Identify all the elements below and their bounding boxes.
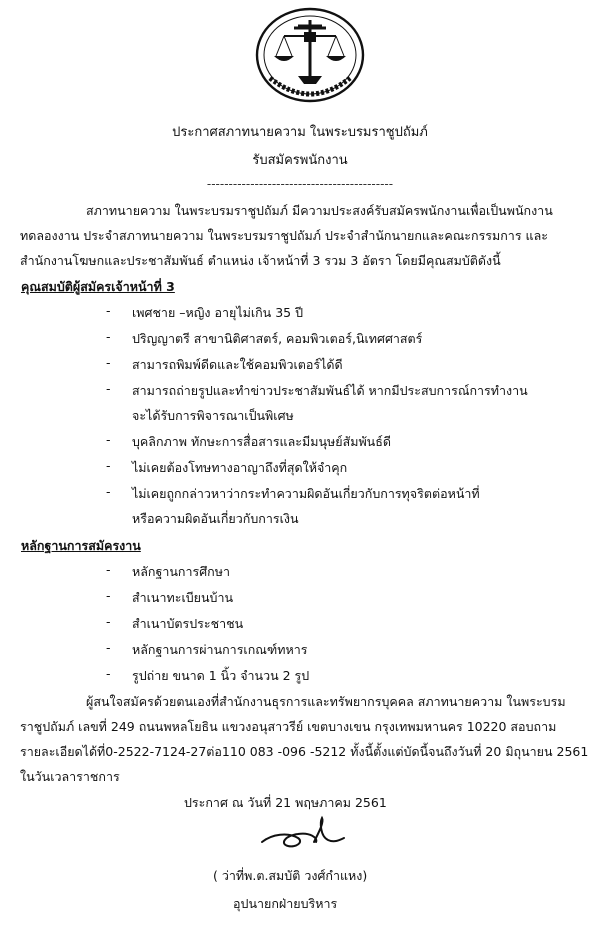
dash-marker: -: [106, 329, 111, 344]
intro-line-3: สำนักงานโฆษกและประชาสัมพันธ์ ตำแหน่ง เจ้าหน้าที่ 3 รวม 3 อัตรา โดยมีคุณสมบัติดังนี้: [20, 253, 501, 268]
announcement-date: ประกาศ ณ วันที่ 21 พฤษภาคม 2561: [184, 795, 387, 810]
dash-marker: -: [106, 484, 111, 499]
evidence-text: สำเนาทะเบียนบ้าน: [132, 590, 234, 605]
closing-line-1: ผู้สนใจสมัครด้วยตนเองที่สำนักงานธุรการและทรัพยากรบุคคล สภาทนายความ ในพระบรม: [86, 694, 566, 709]
dash-marker: -: [106, 432, 111, 447]
qualification-item: [0, 329, 600, 353]
qualification-text: สามารถพิมพ์ดีดและใช้คอมพิวเตอร์ได้ดี: [132, 357, 343, 372]
evidence-item: [0, 588, 600, 612]
lawyers-council-seal: [254, 6, 366, 104]
handwritten-signature: [258, 812, 348, 854]
qualification-item: [0, 303, 600, 327]
qualification-item: [0, 484, 600, 508]
evidence-item: [0, 666, 600, 690]
separator-line: -------------------------------------------: [206, 177, 394, 191]
evidence-text: หลักฐานการผ่านการเกณฑ์ทหาร: [132, 642, 308, 657]
qualification-item: [0, 355, 600, 379]
dash-marker: -: [106, 666, 111, 681]
evidence-text: รูปถ่าย ขนาด 1 นิ้ว จำนวน 2 รูป: [132, 668, 310, 683]
dash-marker: -: [106, 562, 111, 577]
announcement-title: ประกาศสภาทนายความ ในพระบรมราชูปถัมภ์: [172, 125, 428, 140]
signatory-position: อุปนายกฝ่ายบริหาร: [233, 896, 338, 911]
qualification-text: เพศชาย –หญิง อายุไม่เกิน 35 ปี: [132, 305, 304, 320]
qualifications-heading: คุณสมบัติผู้สมัครเจ้าหน้าที่ 3: [21, 279, 175, 294]
evidence-text: สำเนาบัตรประชาชน: [132, 616, 244, 631]
qualification-continuation: จะได้รับการพิจารณาเป็นพิเศษ: [132, 408, 294, 423]
announcement-subtitle: รับสมัครพนักงาน: [252, 153, 348, 168]
qualification-item: [0, 458, 600, 482]
qualification-item: [0, 381, 600, 405]
qualification-text: ไม่เคยต้องโทษทางอาญาถึงที่สุดให้จำคุก: [132, 460, 348, 475]
dash-marker: -: [106, 640, 111, 655]
evidence-text: หลักฐานการศึกษา: [132, 564, 230, 579]
intro-line-1: สภาทนายความ ในพระบรมราชูปถัมภ์ มีความประสงค์รับสมัครพนักงานเพื่อเป็นพนักงาน: [86, 203, 553, 218]
closing-line-2: ราชูปถัมภ์ เลขที่ 249 ถนนพหลโยธิน แขวงอนุสาวรีย์ เขตบางเขน กรุงเทพมหานคร 10220 สอบถาม: [20, 719, 557, 734]
qualification-continuation: หรือความผิดอันเกี่ยวกับการเงิน: [132, 511, 299, 526]
intro-line-2: ทดลองงาน ประจำสภาทนายความ ในพระบรมราชูปถัมภ์ ประจำสำนักนายกและคณะกรรมการ และ: [20, 228, 548, 243]
qualification-text: บุคลิกภาพ ทักษะการสื่อสารและมีมนุษย์สัมพันธ์ดี: [132, 434, 391, 449]
dash-marker: -: [106, 355, 111, 370]
evidence-item: [0, 562, 600, 586]
evidence-item: [0, 640, 600, 664]
dash-marker: -: [106, 588, 111, 603]
closing-line-4: ในวันเวลาราชการ: [20, 769, 120, 784]
qualification-text: สามารถถ่ายรูปและทำข่าวประชาสัมพันธ์ได้ หากมีประสบการณ์การทำงาน: [132, 383, 528, 398]
evidence-heading: หลักฐานการสมัครงาน: [21, 538, 141, 553]
qualification-text: ไม่เคยถูกกล่าวหาว่ากระทำความผิดอันเกี่ยวกับการทุจริตต่อหน้าที่: [132, 486, 480, 501]
evidence-item: [0, 614, 600, 638]
dash-marker: -: [106, 458, 111, 473]
dash-marker: -: [106, 381, 111, 396]
qualification-text: ปริญญาตรี สาขานิติศาสตร์, คอมพิวเตอร์,นิเทศศาสตร์: [132, 331, 423, 346]
dash-marker: -: [106, 303, 111, 318]
qualification-item: [0, 432, 600, 456]
closing-line-3: รายละเอียดได้ที่0-2522-7124-27ต่อ110 083 -096 -5212 ทั้งนี้ตั้งแต่บัดนี้จนถึงวันที่ 20 มิถุนายน 2561: [20, 744, 589, 759]
signatory-name: ( ว่าที่พ.ต.สมบัติ วงศ์กำแหง): [213, 868, 368, 883]
dash-marker: -: [106, 614, 111, 629]
